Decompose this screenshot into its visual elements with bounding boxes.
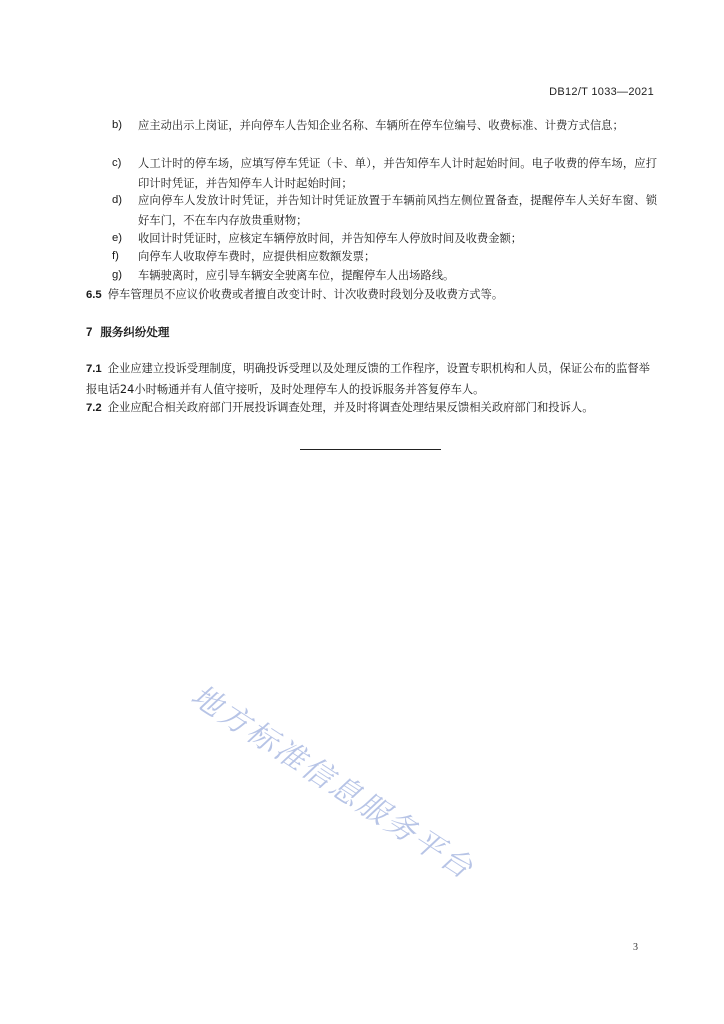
clause-number: 7.2 xyxy=(86,402,102,414)
list-text: 向停车人收取停车费时，应提供相应数额发票； xyxy=(138,250,376,263)
clause-number: 7.1 xyxy=(86,363,102,375)
clause-6-5 xyxy=(86,285,658,306)
section-heading xyxy=(86,324,169,340)
list-text: 应主动出示上岗证，并向停车人告知企业名称、车辆所在停车位编号、收费标准、计费方式信息； xyxy=(138,119,624,132)
list-text: 车辆驶离时，应引导车辆安全驶离车位，提醒停车人出场路线。 xyxy=(138,269,455,282)
list-marker: f) xyxy=(112,250,119,262)
list-item xyxy=(112,191,657,230)
clause-7-1 xyxy=(86,359,658,399)
list-text: 收回计时凭证时，应核定车辆停放时间，并告知停车人停放时间及收费金额； xyxy=(138,232,523,245)
list-marker: c) xyxy=(112,157,122,169)
list-text: 应向停车人发放计时凭证，并告知计时凭证放置于车辆前风挡左侧位置备查，提醒停车人关好车窗、锁好车门，不在车内存放贵重财物； xyxy=(138,194,657,227)
clause-text: 停车管理员不应议价收费或者擅自改变计时、计次收费时段划分及收费方式等。 xyxy=(107,288,504,301)
list-marker: g) xyxy=(112,269,123,281)
list-marker: e) xyxy=(112,232,123,244)
list-marker: b) xyxy=(112,119,123,131)
list-item xyxy=(112,266,657,286)
section-title: 服务纠纷处理 xyxy=(100,325,170,339)
clause-number: 6.5 xyxy=(86,289,102,301)
document-code: DB12/T 1033—2021 xyxy=(549,86,654,98)
list-item xyxy=(112,247,657,267)
list-item xyxy=(112,154,657,193)
list-marker: d) xyxy=(112,194,123,206)
clause-text: 企业应建立投诉受理制度，明确投诉受理以及处理反馈的工作程序，设置专职机构和人员，保证公布的监督举报电话24小时畅通并有人值守接听，及时处理停车人的投诉服务并答复停车人。 xyxy=(86,362,650,396)
end-divider xyxy=(300,449,441,450)
section-number: 7 xyxy=(86,327,93,339)
page-number: 3 xyxy=(633,942,638,953)
clause-7-2 xyxy=(86,398,658,419)
list-text: 人工计时的停车场，应填写停车凭证（卡、单），并告知停车人计时起始时间。电子收费的停车场，应打印计时凭证，并告知停车人计时起始时间； xyxy=(138,157,657,190)
list-item xyxy=(112,229,657,249)
clause-text: 企业应配合相关政府部门开展投诉调查处理，并及时将调查处理结果反馈相关政府部门和投诉人。 xyxy=(107,401,594,414)
list-item xyxy=(112,116,657,136)
watermark: 地方标准信息服务平台 xyxy=(184,678,481,888)
